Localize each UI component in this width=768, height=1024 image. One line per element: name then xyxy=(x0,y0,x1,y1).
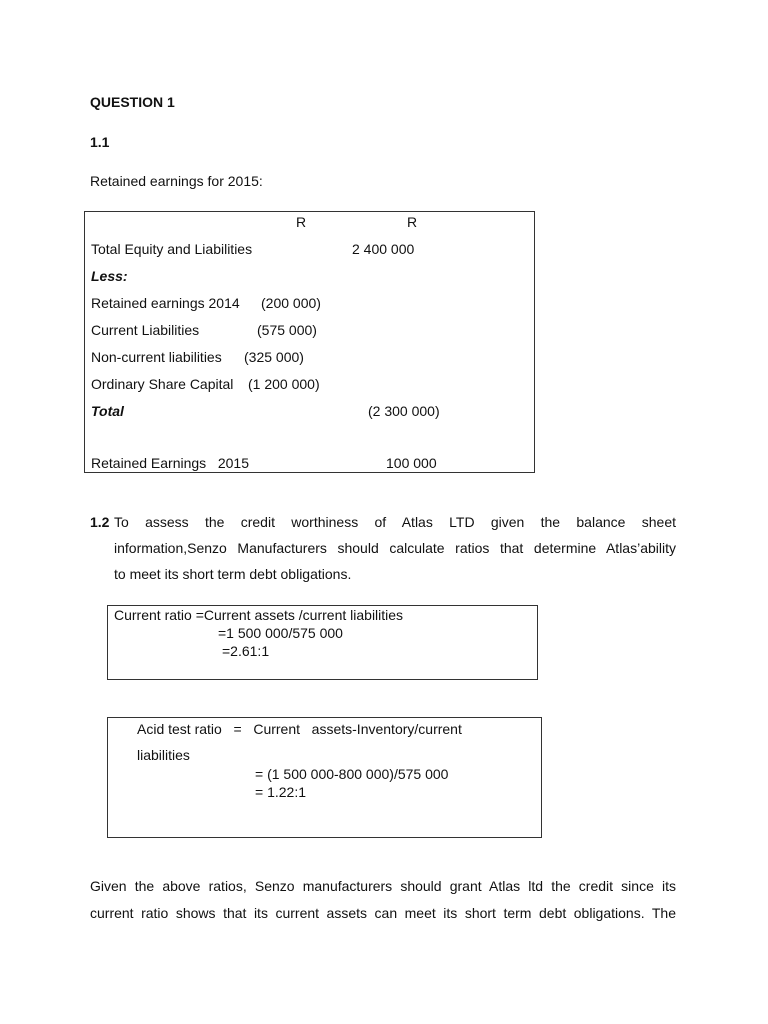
current-liabilities-label: Current Liabilities xyxy=(91,322,200,338)
col-header-r-2: R xyxy=(407,214,418,230)
retained-2015-value: 100 000 xyxy=(386,455,437,471)
retained-2015-label: Retained Earnings 2015 xyxy=(91,455,249,471)
current-ratio-substitution: =1 500 000/575 000 xyxy=(218,625,343,641)
retained-2014-label: Retained earnings 2014 xyxy=(91,295,240,311)
acid-test-result: = 1.22:1 xyxy=(255,784,306,800)
acid-test-box xyxy=(107,717,542,838)
acid-test-formula: Acid test ratio = Current assets-Inventory/current xyxy=(137,721,462,737)
conclusion-line-2: current ratio shows that its current assets can meet its short term debt obligations. The xyxy=(90,905,676,921)
total-equity-value: 2 400 000 xyxy=(352,241,415,257)
section-number-1-2: 1.2 xyxy=(90,514,110,530)
question-heading: QUESTION 1 xyxy=(90,94,175,110)
noncurrent-liabilities-value: (325 000) xyxy=(244,349,304,365)
share-capital-label: Ordinary Share Capital xyxy=(91,376,234,392)
current-ratio-result: =2.61:1 xyxy=(222,643,270,659)
current-liabilities-value: (575 000) xyxy=(257,322,317,338)
current-ratio-box xyxy=(107,605,538,680)
total-equity-label: Total Equity and Liabilities xyxy=(91,241,253,257)
section-number-1-1: 1.1 xyxy=(90,134,110,150)
section-1-2-line-1: To assess the credit worthiness of Atlas LTD given the balance sheet xyxy=(114,514,676,530)
section-1-2-line-2: information,Senzo Manufacturers should calculate ratios that determine Atlas’ability xyxy=(114,540,676,556)
retained-earnings-table xyxy=(84,211,535,473)
noncurrent-liabilities-label: Non-current liabilities xyxy=(91,349,222,365)
share-capital-value: (1 200 000) xyxy=(248,376,320,392)
section-1-2-line-3: to meet its short term debt obligations. xyxy=(114,566,352,582)
col-header-r-1: R xyxy=(296,214,307,230)
current-ratio-formula: Current ratio =Current assets /current liabilities xyxy=(114,607,404,623)
retained-2014-value: (200 000) xyxy=(261,295,321,311)
section-intro: Retained earnings for 2015: xyxy=(90,173,263,189)
acid-test-formula-cont: liabilities xyxy=(137,747,190,763)
conclusion-line-1: Given the above ratios, Senzo manufacturers should grant Atlas ltd the credit since its xyxy=(90,878,676,894)
total-value: (2 300 000) xyxy=(368,403,440,419)
less-label: Less: xyxy=(91,268,128,284)
total-label: Total xyxy=(91,403,124,419)
acid-test-substitution: = (1 500 000-800 000)/575 000 xyxy=(255,766,449,782)
